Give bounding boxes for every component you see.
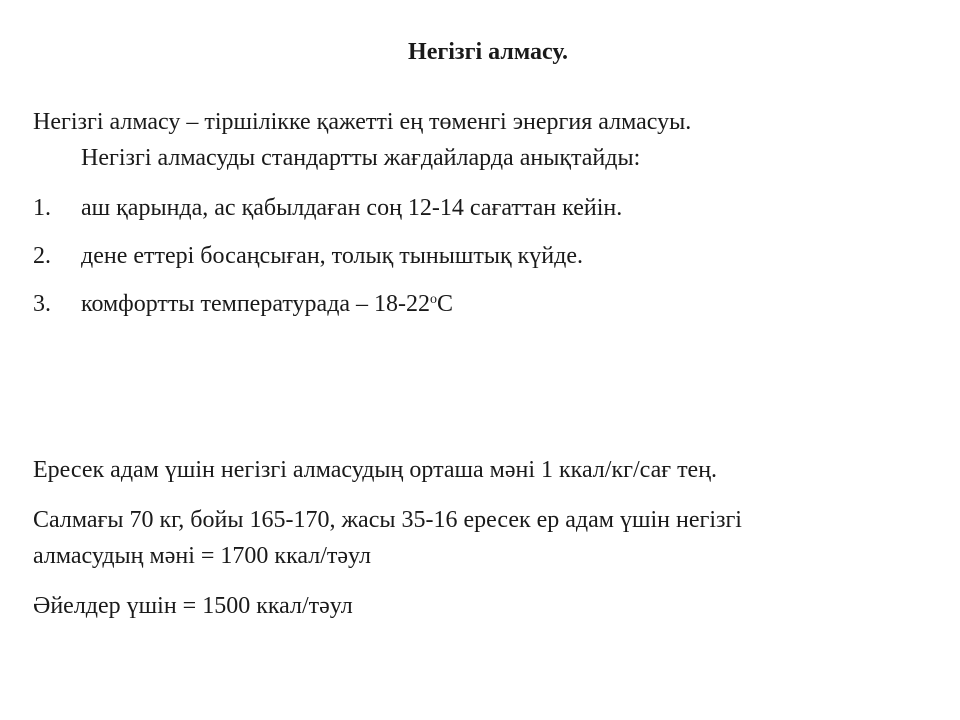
intro-line-1: Негізгі алмасу – тіршілікке қажетті ең төменгі энергия алмасуы. (33, 109, 692, 135)
average-value-paragraph: Ересек адам үшін негізгі алмасудың орташа мәні 1 ккал/кг/сағ тең. (33, 457, 718, 483)
male-line-1: Салмағы 70 кг, бойы 165-170, жасы 35-16 ересек ер адам үшін негізгі (33, 507, 742, 533)
male-value-paragraph (33, 502, 933, 574)
slide-title: Негізгі алмасу. (408, 39, 568, 65)
condition-number: 3. (33, 291, 51, 317)
condition-text: аш қарында, ас қабылдаған соң 12-14 сағаттан кейін. (81, 195, 623, 221)
intro-line-2: Негізгі алмасуды стандартты жағдайларда анықтайды: (81, 145, 641, 171)
celsius-unit: С (437, 291, 454, 317)
male-line-2: алмасудың мәні = 1700 ккал/тәул (33, 543, 371, 569)
condition-number: 1. (33, 195, 51, 221)
intro-paragraph (33, 104, 933, 176)
condition-number: 2. (33, 243, 51, 269)
condition-item-1 (33, 190, 913, 226)
condition-item-3 (33, 286, 913, 322)
female-value-paragraph: Әйелдер үшін = 1500 ккал/тәул (33, 593, 353, 619)
degree-superscript: o (430, 292, 438, 307)
condition-text: дене еттері босаңсыған, толық тыныштық күйде. (81, 243, 583, 269)
condition-text: комфортты температурада – 18-22 (81, 291, 431, 317)
condition-item-2 (33, 238, 913, 274)
